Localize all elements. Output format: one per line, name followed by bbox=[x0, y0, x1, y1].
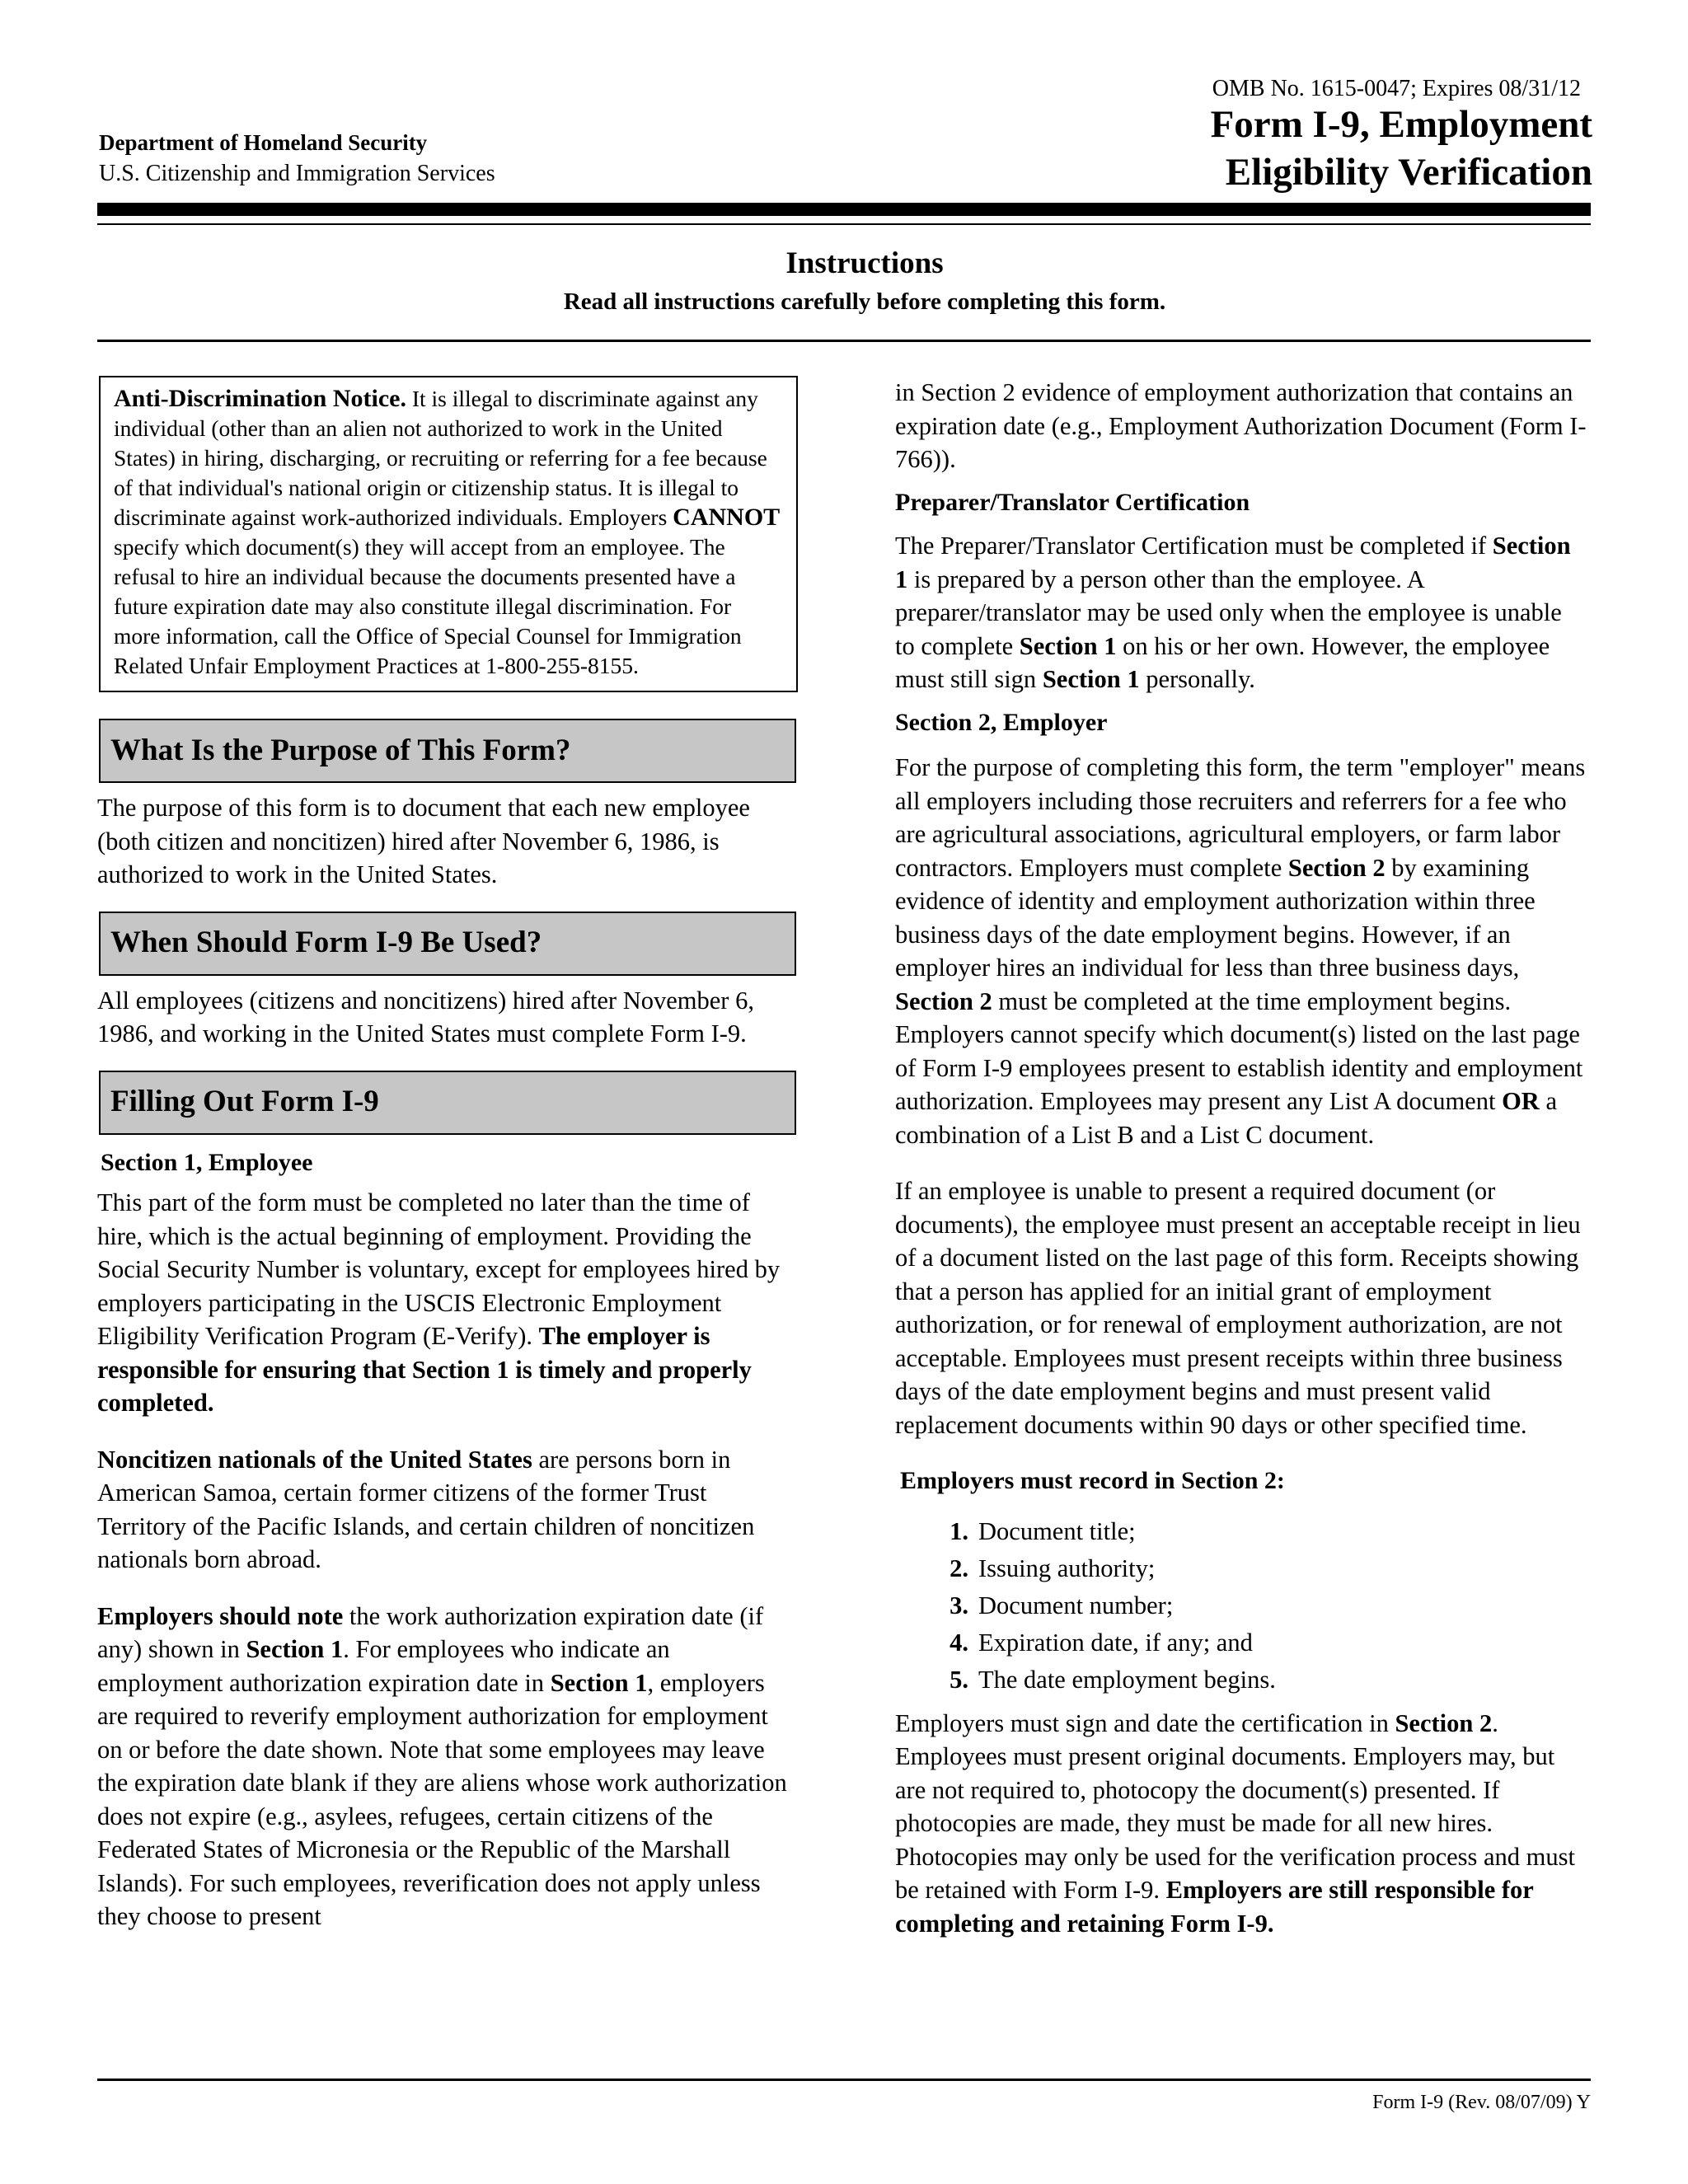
agency-name: U.S. Citizenship and Immigration Services bbox=[99, 161, 495, 186]
header-thick-rule bbox=[97, 203, 1591, 216]
notice-heading: Anti-Discrimination Notice. bbox=[114, 385, 406, 412]
s2-bold-2: Section 2 bbox=[895, 987, 992, 1015]
list-item-number: 1. bbox=[950, 1516, 968, 1545]
notice-text-2: specify which document(s) they will accept from an employee. The refusal to hire an individual because the documents presented have a future expiration date may also constitute illegal discrimination. For more information, call the Office of Special Counsel for Immigration Related Unfair Employment Practices at 1-800-255-8155. bbox=[114, 534, 742, 678]
prep-section1-b: Section 1 bbox=[1019, 631, 1117, 660]
list-item-number: 4. bbox=[950, 1628, 968, 1657]
filling-heading: Filling Out Form I-9 bbox=[99, 1071, 796, 1135]
notice-cannot: CANNOT bbox=[673, 504, 781, 531]
list-item-number: 3. bbox=[950, 1591, 968, 1619]
sign-text-2: . Employees must present original documents. Employers may, but are not required to, photocopy the document(s) presented. If photocopies are made, they must be made for all new hires. Photocopies may only be used for the verification process and must be retained with Form I-9. bbox=[895, 1708, 1576, 1904]
anti-discrimination-notice bbox=[99, 376, 798, 692]
s2-text-2: by examining evidence of identity and employment authorization within three business days of the date employment begins. However, if an employer hires an individual for less than three business days, bbox=[895, 853, 1536, 982]
list-item-text: The date employment begins. bbox=[978, 1665, 1276, 1694]
list-item bbox=[895, 1661, 1587, 1699]
preparer-paragraph bbox=[895, 529, 1587, 696]
list-item bbox=[895, 1587, 1587, 1624]
section1-paragraph bbox=[97, 1186, 798, 1420]
continued-text: in Section 2 evidence of employment authorization that contains an expiration date (e.g., Employment Authorization Document (Form I-766)). bbox=[895, 378, 1587, 473]
department-name: Department of Homeland Security bbox=[99, 130, 428, 155]
noncitizen-text: are persons born in American Samoa, certain former citizens of the former Trust Territory of the Pacific Islands, and certain children of noncitizen nationals born abroad. bbox=[97, 1445, 755, 1573]
list-item bbox=[895, 1550, 1587, 1587]
form-revision: Form I-9 (Rev. 08/07/09) Y bbox=[1372, 2092, 1591, 2113]
form-title bbox=[1211, 101, 1592, 196]
form-title-line2: Eligibility Verification bbox=[1225, 151, 1592, 194]
record-title: Employers must record in Section 2: bbox=[900, 1467, 1285, 1494]
record-list bbox=[895, 1513, 1587, 1699]
note-section1-a: Section 1 bbox=[246, 1635, 344, 1663]
purpose-text: The purpose of this form is to document that each new employee (both citizen and noncitizen) hired after November 6, 1986, is authorized to work in the United States. bbox=[97, 794, 750, 888]
section1-bold: The employer is responsible for ensuring that Section 1 is timely and properly completed. bbox=[97, 1322, 752, 1417]
list-item-number: 2. bbox=[950, 1554, 968, 1582]
prep-section1-c: Section 1 bbox=[1042, 665, 1140, 693]
list-item-text: Expiration date, if any; and bbox=[978, 1628, 1253, 1657]
prep-section1-a: Section 1 bbox=[895, 532, 1571, 593]
note-text-2: . For employees who indicate an employment authorization expiration date in bbox=[97, 1635, 670, 1697]
note-text-1: the work authorization expiration date (if any) shown in bbox=[97, 1601, 764, 1663]
notice-text-1: It is illegal to discriminate against any individual (other than an alien not authorized to work in the United States) in hiring, discharging, or recruiting or referring for a fee because of that individual's national origin or citizenship status. It is illegal to discriminate against work-authorized individuals. Employers bbox=[114, 386, 767, 530]
section2-paragraph bbox=[895, 751, 1587, 1151]
section1-text: This part of the form must be completed no later than the time of hire, which is the actual beginning of employment. Providing the Social Security Number is voluntary, except for employees hired by employers participating in the USCIS Electronic Employment Eligibility Verification Program (E-Verify). bbox=[97, 1188, 781, 1350]
prep-text-1: The Preparer/Translator Certification must be completed if bbox=[895, 532, 1493, 560]
sign-bold-2: Employers are still responsible for completing and retaining Form I-9. bbox=[895, 1876, 1534, 1938]
sign-paragraph bbox=[895, 1707, 1587, 1941]
section2-title: Section 2, Employer bbox=[895, 708, 1108, 736]
preparer-title: Preparer/Translator Certification bbox=[895, 488, 1250, 516]
note-text-3: , employers are required to reverify employment authorization for employment on or before the date shown. Note that some employees may leave the expiration date blank if they are aliens whose work authorization does not expire (e.g., asylees, refugees, certain citizens of the Federated States of Micronesia or the Republic of the Marshall Islands). For such employees, reverification does not apply unless they choose to present bbox=[97, 1668, 787, 1930]
s2-text-1: For the purpose of completing this form, the term "employer" means all employers including those recruiters and referrers for a fee who are agricultural associations, agricultural employers, or farm labor contractors. Employers must complete bbox=[895, 753, 1586, 882]
noncitizen-bold: Noncitizen nationals of the United States bbox=[97, 1445, 532, 1474]
when-heading: When Should Form I-9 Be Used? bbox=[99, 912, 796, 976]
prep-text-3: on his or her own. However, the employee must still sign bbox=[895, 631, 1550, 693]
header-thin-rule bbox=[97, 223, 1591, 225]
s2-text-3: must be completed at the time employment begins. Employers cannot specify which document(s) listed on the last page of Form I-9 employees present to establish identity and employment authorization. Employees may present any List A document bbox=[895, 987, 1583, 1115]
s2-bold-1: Section 2 bbox=[1287, 853, 1386, 882]
receipt-paragraph: If an employee is unable to present a required document (or documents), the employee must present an acceptable receipt in lieu of a document listed on the last page of this form. Receipts showing that a person has applied for an initial grant of employment authorization, or for renewal of employment authorization, are not acceptable. Employees must present receipts within three business days of the date employment begins and must present valid replacement documents within 90 days or other specified time. bbox=[895, 1177, 1581, 1439]
list-item-text: Document title; bbox=[978, 1516, 1136, 1545]
sign-bold-1: Section 2 bbox=[1395, 1708, 1493, 1737]
purpose-heading: What Is the Purpose of This Form? bbox=[99, 719, 796, 783]
list-item bbox=[895, 1513, 1587, 1550]
omb-number: OMB No. 1615-0047; Expires 08/31/12 bbox=[1212, 76, 1581, 101]
list-item-text: Issuing authority; bbox=[978, 1554, 1156, 1582]
section-divider bbox=[97, 340, 1591, 342]
prep-text-2: is prepared by a person other than the employee. A preparer/translator may be used only when the employee is unable to complete bbox=[895, 565, 1562, 660]
left-column bbox=[97, 376, 798, 1933]
instructions-subtitle: Read all instructions carefully before completing this form. bbox=[563, 288, 1166, 315]
instructions-title: Instructions bbox=[785, 246, 944, 280]
note-bold: Employers should note bbox=[97, 1601, 344, 1630]
section1-title: Section 1, Employee bbox=[101, 1148, 313, 1176]
right-column bbox=[895, 376, 1587, 1940]
footer-rule bbox=[97, 2079, 1591, 2081]
sign-text-1: Employers must sign and date the certification in bbox=[895, 1708, 1395, 1737]
form-title-line1: Form I-9, Employment bbox=[1210, 103, 1592, 146]
list-item-text: Document number; bbox=[978, 1591, 1174, 1619]
prep-text-4: personally. bbox=[1139, 665, 1255, 693]
note-section1-b: Section 1 bbox=[550, 1668, 648, 1697]
when-text: All employees (citizens and noncitizens) hired after November 6, 1986, and working in the United States must complete Form I-9. bbox=[97, 986, 754, 1047]
list-item bbox=[895, 1624, 1587, 1661]
employers-note-paragraph bbox=[97, 1600, 798, 1933]
noncitizen-paragraph bbox=[97, 1443, 798, 1577]
s2-or: OR bbox=[1502, 1087, 1540, 1115]
list-item-number: 5. bbox=[950, 1665, 968, 1694]
s2-text-4: a combination of a List B and a List C document. bbox=[895, 1087, 1557, 1149]
